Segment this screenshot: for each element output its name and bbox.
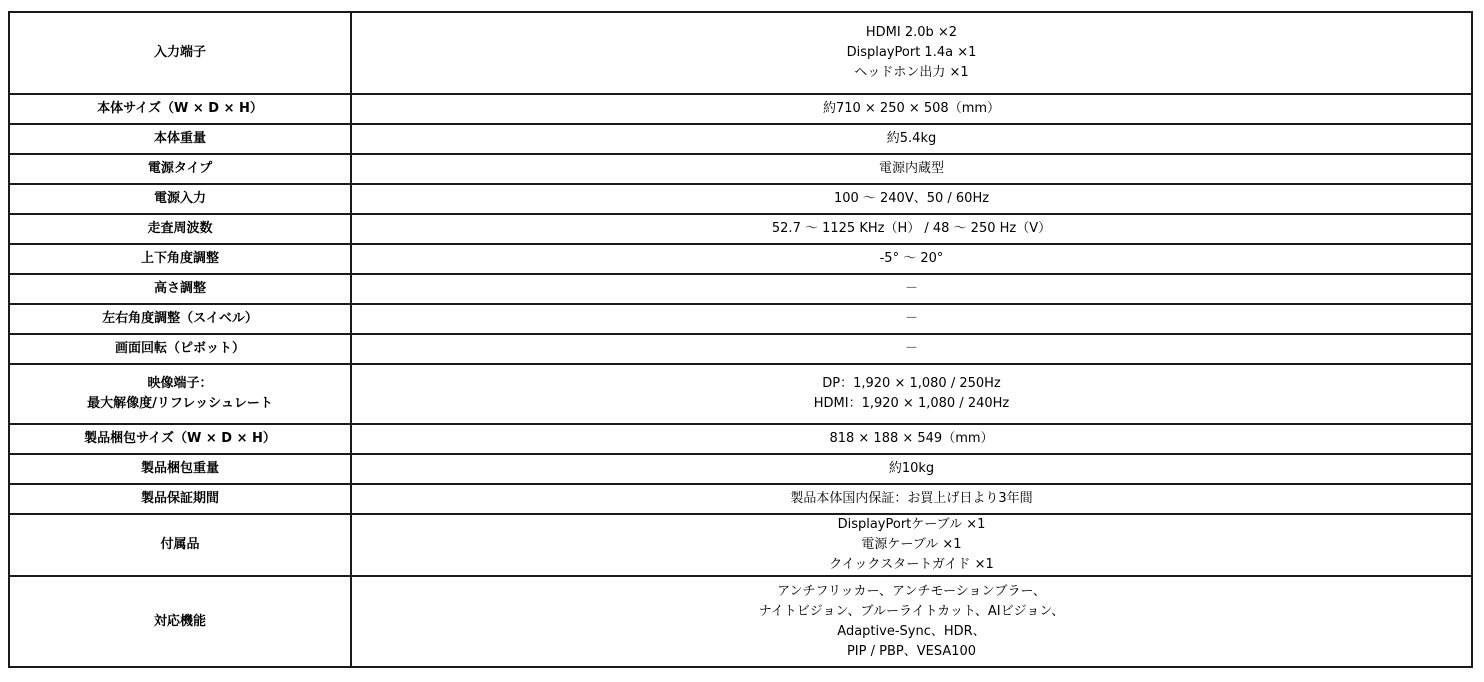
spec-value [351, 244, 1472, 274]
spec-row-video-ports [9, 364, 1472, 424]
spec-row-height-adjust [9, 274, 1472, 304]
label-line: 製品梱包重量 [140, 461, 219, 476]
spec-label [9, 274, 351, 304]
spec-value [351, 576, 1472, 667]
spec-row-body-weight [9, 124, 1472, 154]
spec-label [9, 484, 351, 514]
label-line: 映像端子： [147, 376, 213, 391]
label-line: 左右角度調整（スイベル） [102, 311, 258, 326]
spec-value [351, 214, 1472, 244]
value-line: PIP / PBP、VESA100 [846, 643, 977, 659]
spec-row-accessories [9, 514, 1472, 576]
value-line: － [904, 311, 918, 326]
value-line: 約5.4kg [886, 131, 937, 146]
spec-label [9, 454, 351, 484]
label-line: 付属品 [160, 537, 200, 552]
spec-value [351, 124, 1472, 154]
spec-row-scan-frequency [9, 214, 1472, 244]
value-line: ナイトビジョン、ブルーライトカット、AIビジョン、 [758, 603, 1065, 619]
value-line: ヘッドホン出力 ×1 [854, 65, 969, 80]
spec-value [351, 454, 1472, 484]
spec-row-package-size [9, 424, 1472, 454]
spec-row-power-input [9, 184, 1472, 214]
label-line: 電源入力 [153, 191, 206, 206]
spec-value [351, 484, 1472, 514]
spec-row-pivot [9, 334, 1472, 364]
label-line: 製品梱包サイズ（W × D × H） [84, 431, 276, 446]
value-line: － [904, 341, 918, 356]
value-line: HDMI 2.0b ×2 [865, 25, 958, 40]
spec-row-tilt [9, 244, 1472, 274]
spec-label [9, 244, 351, 274]
spec-table [8, 11, 1473, 668]
label-line: 上下角度調整 [140, 251, 219, 266]
spec-value [351, 154, 1472, 184]
spec-value [351, 304, 1472, 334]
value-line: アンチフリッカー、アンチモーションブラー、 [777, 583, 1046, 599]
spec-row-warranty [9, 484, 1472, 514]
spec-value [351, 364, 1472, 424]
spec-label [9, 94, 351, 124]
value-line: -5° ～ 20° [879, 251, 944, 266]
spec-value [351, 274, 1472, 304]
value-line: Adaptive-Sync、HDR、 [837, 623, 986, 639]
spec-label [9, 424, 351, 454]
value-line: 約710 × 250 × 508（mm） [822, 101, 1001, 116]
value-line: DP：1,920 × 1,080 / 250Hz [822, 376, 1001, 391]
label-line: 本体重量 [153, 131, 206, 146]
spec-label [9, 214, 351, 244]
spec-row-power-type [9, 154, 1472, 184]
spec-row-input-ports [9, 12, 1472, 94]
spec-row-body-size [9, 94, 1472, 124]
spec-row-swivel [9, 304, 1472, 334]
label-line: 高さ調整 [153, 281, 206, 296]
label-line: 走査周波数 [147, 221, 213, 236]
value-line: DisplayPortケーブル ×1 [837, 517, 986, 532]
spec-value [351, 184, 1472, 214]
spec-label [9, 364, 351, 424]
spec-value [351, 94, 1472, 124]
label-line: 対応機能 [153, 613, 206, 629]
spec-row-package-weight [9, 454, 1472, 484]
spec-value [351, 334, 1472, 364]
spec-value [351, 514, 1472, 576]
spec-row-features [9, 576, 1472, 667]
value-line: DisplayPort 1.4a ×1 [846, 45, 977, 60]
label-line: 本体サイズ（W × D × H） [97, 101, 263, 116]
label-line: 製品保証期間 [140, 491, 219, 506]
value-line: 電源内蔵型 [878, 161, 944, 176]
spec-label [9, 124, 351, 154]
spec-value [351, 12, 1472, 94]
label-line: 電源タイプ [147, 161, 213, 176]
value-line: HDMI：1,920 × 1,080 / 240Hz [813, 396, 1010, 411]
value-line: 100 ～ 240V、50 / 60Hz [833, 191, 990, 206]
spec-label [9, 514, 351, 576]
label-line: 最大解像度/リフレッシュレート [87, 396, 273, 411]
value-line: 818 × 188 × 549（mm） [829, 431, 994, 446]
value-line: － [904, 281, 918, 296]
spec-label [9, 12, 351, 94]
value-line: 約10kg [888, 461, 935, 476]
spec-label [9, 304, 351, 334]
spec-label [9, 154, 351, 184]
spec-label [9, 576, 351, 667]
spec-label [9, 334, 351, 364]
value-line: クイックスタートガイド ×1 [829, 557, 994, 572]
spec-label [9, 184, 351, 214]
label-line: 画面回転（ピボット） [114, 341, 245, 356]
spec-value [351, 424, 1472, 454]
label-line: 入力端子 [153, 45, 206, 60]
value-line: 製品本体国内保証：お買上げ日より3年間 [790, 491, 1033, 506]
value-line: 52.7 ～ 1125 KHz（H） / 48 ～ 250 Hz（V） [771, 221, 1052, 236]
value-line: 電源ケーブル ×1 [861, 537, 962, 552]
